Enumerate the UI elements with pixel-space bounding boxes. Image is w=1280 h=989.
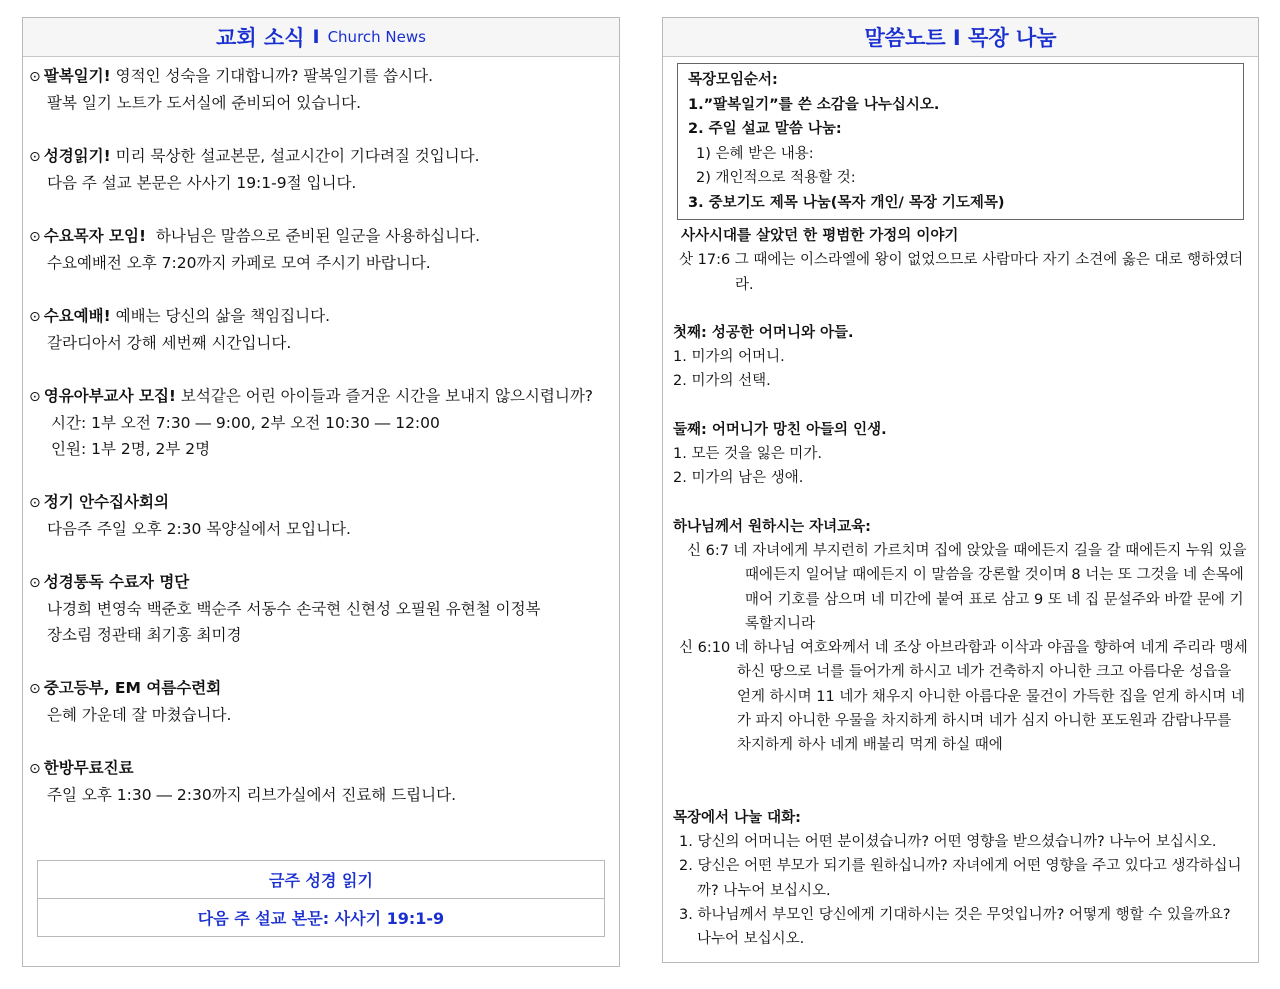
- news-line: 다음주 주일 오후 2:30 목양실에서 모입니다.: [47, 520, 351, 538]
- news-line: 예배는 당신의 삶을 책임집니다.: [115, 307, 330, 325]
- news-item: [29, 223, 619, 276]
- meeting-order-line: 2) 개인적으로 적용할 것:: [696, 170, 856, 186]
- sermon-note-title: 말씀노트 I 목장 나눔: [864, 26, 1057, 50]
- meeting-order-heading: 목장모임순서:: [688, 72, 778, 88]
- sermon-note-header: [663, 18, 1258, 57]
- bullet-icon: ⊙: [29, 575, 41, 591]
- list-item: 1. 미가의 어머니.: [673, 349, 785, 366]
- sermon-title: 사사시대를 살았던 한 평범한 가정의 이야기: [681, 228, 959, 244]
- sermon-notes: [663, 220, 1258, 951]
- news-item: [29, 569, 619, 648]
- bible-reading-heading: 금주 성경 읽기: [269, 871, 373, 890]
- meeting-order-line: 1.”팔복일기”를 쓴 소감을 나누십시오.: [688, 96, 940, 113]
- news-title: 영유아부교사 모집!: [43, 387, 176, 405]
- news-item: [29, 489, 619, 542]
- bible-reading-box: [37, 860, 605, 937]
- talk-item: 1. 당신의 어머니는 어떤 분이셨습니까? 어떤 영향을 받으셨습니까? 나누어 보십시오.: [679, 833, 1217, 850]
- bullet-icon: ⊙: [29, 389, 41, 405]
- news-line: 다음 주 설교 본문은 사사기 19:1-9절 입니다.: [47, 174, 357, 192]
- news-list: [23, 57, 619, 808]
- news-line: 보석같은 어린 아이들과 즐거운 시간을 보내지 않으시렵니까?: [180, 387, 594, 405]
- bullet-icon: ⊙: [29, 149, 41, 165]
- news-title: 팔복일기!: [43, 67, 111, 85]
- meeting-order-box: [677, 63, 1244, 220]
- news-title: 중고등부, EM 여름수련회: [43, 679, 222, 697]
- news-item: [29, 383, 619, 462]
- meeting-order-line: 2. 주일 설교 말씀 나눔:: [688, 121, 842, 137]
- news-line: 인원: 1부 2명, 2부 2명: [51, 440, 211, 458]
- list-item: 1. 모든 것을 잃은 미가.: [673, 446, 822, 463]
- list-item: 2. 미가의 남은 생애.: [673, 470, 804, 487]
- news-line: 주일 오후 1:30 ― 2:30까지 리브가실에서 진료해 드립니다.: [47, 786, 457, 804]
- meeting-order-line: 3. 중보기도 제목 나눔(목자 개인/ 목장 기도제목): [688, 194, 1005, 211]
- bullet-icon: ⊙: [29, 761, 41, 777]
- news-item: [29, 143, 619, 196]
- news-line: 영적인 성숙을 기대합니까? 팔복일기를 씁시다.: [115, 67, 433, 85]
- scripture-judges: 삿 17:6 그 때에는 이스라엘에 왕이 없었으므로 사람마다 자기 소견에 옳은 대로 행하였더라.: [679, 252, 1244, 293]
- sermon-note-panel: [662, 17, 1259, 963]
- list-item: 2. 미가의 선택.: [673, 373, 771, 390]
- church-news-title: 교회 소식: [216, 26, 305, 50]
- news-line: 수요예배전 오후 7:20까지 카페로 모여 주시기 바랍니다.: [47, 254, 431, 272]
- news-item: [29, 63, 619, 116]
- scripture-deut-6-7: 신 6:7 네 자녀에게 부지런히 가르치며 집에 앉았을 때에든지 길을 갈 때에든지 누워 있을 때에든지 일어날 때에든지 이 말씀을 강론할 것이며 8 너는 또 그것을 네 손목에 매어 기호를 삼으며 네 미간에 붙여 표로 삼고 9 또 네 집 문설주와 바깥 문에 기록할지니라: [687, 542, 1247, 632]
- news-item: [29, 755, 619, 808]
- meeting-order-line: 1) 은혜 받은 내용:: [696, 145, 814, 162]
- news-line: 팔복 일기 노트가 도서실에 준비되어 있습니다.: [47, 94, 362, 112]
- news-title: 수요목자 모임!: [43, 227, 147, 245]
- news-line: 시간: 1부 오전 7:30 ― 9:00, 2부 오전 10:30 ― 12:00: [51, 414, 440, 432]
- news-line: 하나님은 말씀으로 준비된 일군을 사용하십니다.: [155, 227, 481, 245]
- news-line: 갈라디아서 강해 세번째 시간입니다.: [47, 334, 292, 352]
- news-line: 미리 묵상한 설교본문, 설교시간이 기다려질 것입니다.: [115, 147, 480, 165]
- church-news-header: [23, 18, 619, 57]
- news-title: 성경통독 수료자 명단: [43, 573, 190, 591]
- next-sermon-text: 다음 주 설교 본문: 사사기 19:1-9: [38, 898, 604, 936]
- bullet-icon: ⊙: [29, 495, 41, 511]
- talk-item: 2. 당신은 어떤 부모가 되기를 원하십니까? 자녀에게 어떤 영향을 주고 있다고 생각하십니까? 나누어 보십시오.: [679, 858, 1242, 899]
- news-title: 정기 안수집사회의: [43, 493, 169, 511]
- church-news-title-en: Church News: [327, 28, 426, 46]
- education-heading: 하나님께서 원하시는 자녀교육:: [673, 518, 871, 535]
- news-title: 한방무료진료: [43, 759, 134, 777]
- bullet-icon: ⊙: [29, 69, 41, 85]
- first-point-heading: 첫째: 성공한 어머니와 아들.: [673, 324, 854, 341]
- news-title: 수요예배!: [43, 307, 111, 325]
- talk-heading: 목장에서 나눌 대화:: [673, 809, 801, 826]
- talk-item: 3. 하나님께서 부모인 당신에게 기대하시는 것은 무엇입니까? 어떻게 행할 수 있을까요? 나누어 보십시오.: [679, 906, 1231, 948]
- news-item: [29, 303, 619, 356]
- news-item: [29, 675, 619, 728]
- news-title: 성경읽기!: [43, 147, 111, 165]
- news-line: 장소림 정관태 최기홍 최미경: [47, 626, 242, 644]
- bullet-icon: ⊙: [29, 229, 41, 245]
- news-line: 나경희 변영숙 백준호 백순주 서동수 손국현 신현성 오필원 유현철 이정복: [47, 600, 541, 618]
- second-point-heading: 둘째: 어머니가 망친 아들의 인생.: [673, 421, 887, 438]
- bullet-icon: ⊙: [29, 681, 41, 697]
- news-line: 은혜 가운데 잘 마쳤습니다.: [47, 706, 232, 724]
- title-separator: I: [312, 26, 320, 48]
- church-news-panel: [22, 17, 620, 967]
- bullet-icon: ⊙: [29, 309, 41, 325]
- scripture-deut-6-10: 신 6:10 네 하나님 여호와께서 네 조상 아브라함과 이삭과 야곱을 향하여 네게 주리라 맹세하신 땅으로 너를 들어가게 하시고 네가 건축하지 아니한 크고 아름다운 성읍을 얻게 하시며 11 네가 채우지 아니한 아름다운 물건이 가득한 집을 얻게 하시며 네가 파지 아니한 우물을 차지하게 하시며 네가 심지 아니한 포도원과 감람나무를 차지하게 하사 네게 배불리 먹게 하실 때에: [679, 640, 1248, 754]
